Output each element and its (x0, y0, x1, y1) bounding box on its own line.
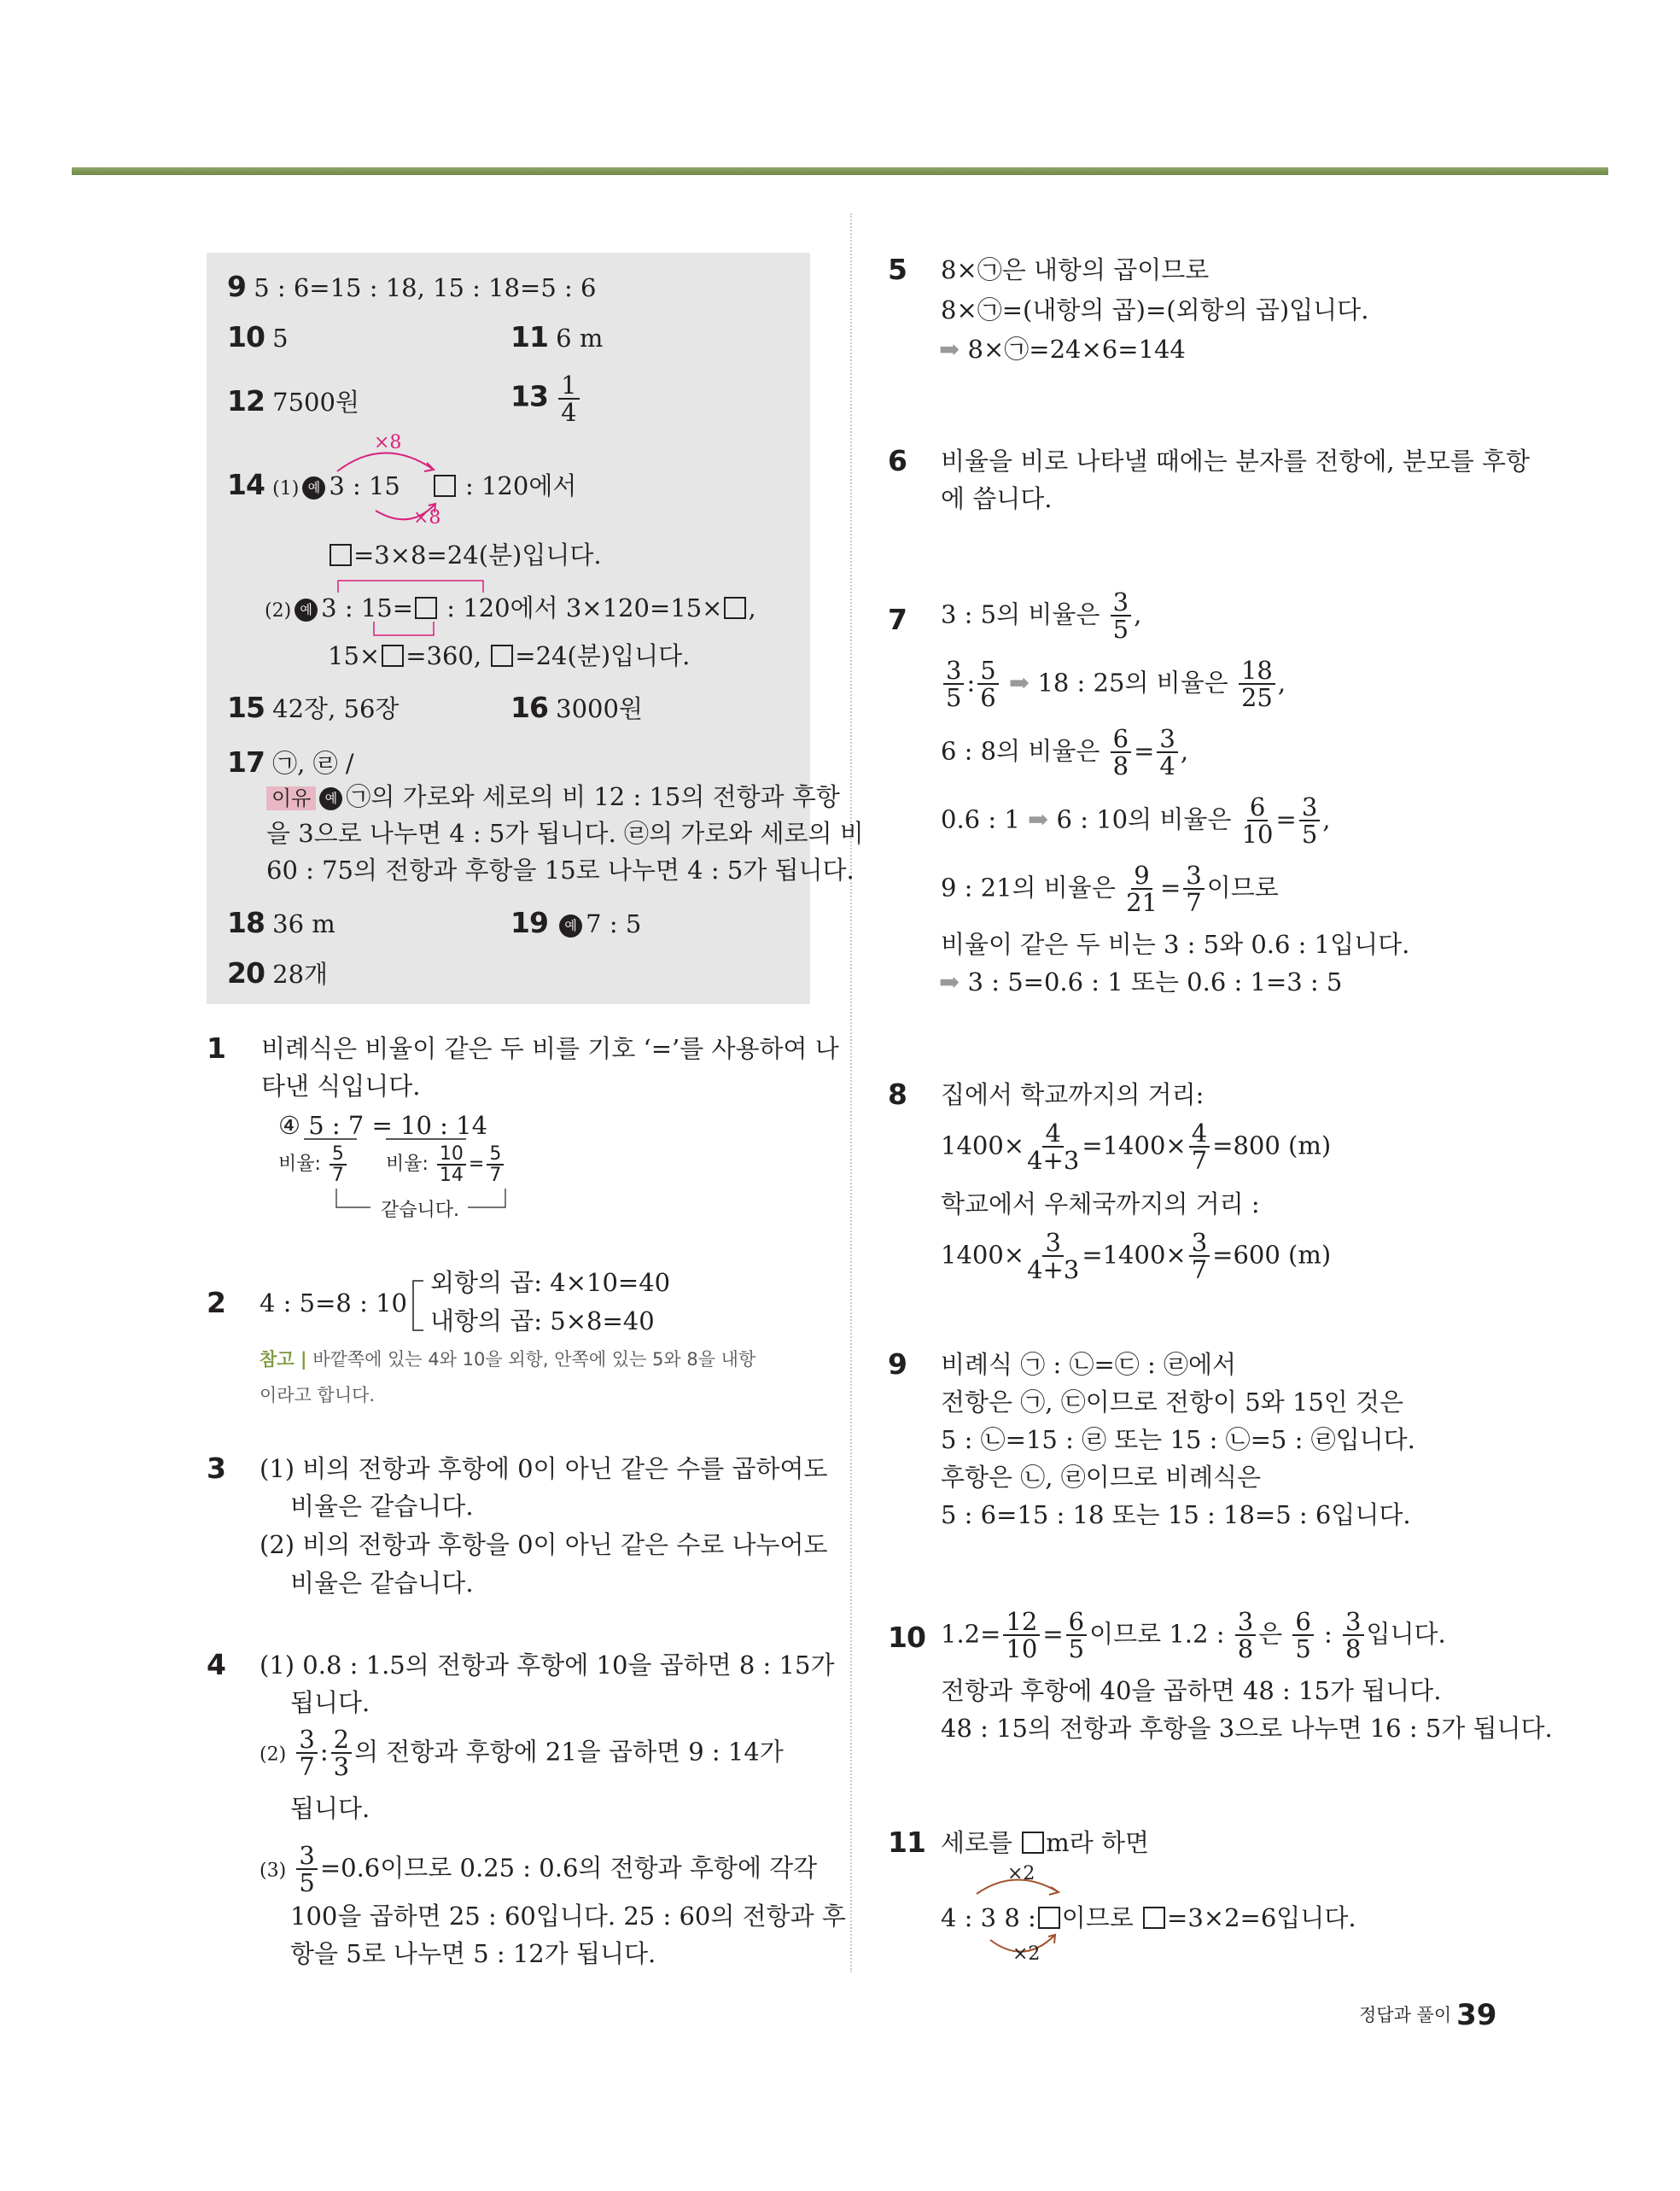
q7-d: 0.6 : 1 ➡ 6 : 10의 비율은 $\frac{6}{10}$ = $\frac{3}{5}$ , (941, 792, 1331, 850)
q6-line2: 에 씁니다. (941, 484, 1053, 513)
q2-inner-product: 내항의 곱: 5×8=40 (430, 1306, 655, 1335)
q9-line1: 비례식 ㉠ : ㉡=㉢ : ㉣에서 (941, 1350, 1237, 1379)
q5-number: 5 (888, 253, 907, 286)
q8-calc2: 1400× $\frac{3}{4+3}$ =1400× $\frac{3}{7}$ =600 (m) (941, 1228, 1332, 1285)
q4-2: (2) $\frac{3}{7}$ : $\frac{2}{3}$ 의 전항과 후항에 21을 곱하면 9 : 14가 (260, 1725, 784, 1782)
q2-note-line2: 이라고 합니다. (260, 1385, 376, 1405)
q2-equation: 4 : 5=8 : 10 (260, 1288, 407, 1318)
answer-9: 9 5 : 6=15 : 18, 15 : 18=5 : 6 (227, 270, 597, 303)
answer-14-1: 14 (1) 예 3 : 15 : 120에서 (227, 468, 577, 501)
q5-line1: 8×㉠은 내항의 곱이므로 (941, 255, 1210, 284)
q3-1-cont: 비율은 같습니다. (290, 1492, 474, 1521)
q10-number: 10 (888, 1621, 925, 1654)
page-footer: 정답과 풀이 39 (1359, 1998, 1497, 2032)
q1-ratio-right: 비율: $\frac{10}{14}$ = $\frac{5}{7}$ (386, 1144, 506, 1185)
answer-20: 20 28개 (227, 956, 329, 990)
top-rule (72, 167, 1608, 175)
column-divider (850, 213, 852, 1972)
q6-line1: 비율을 비로 나타낼 때에는 분자를 전항에, 분모를 후항 (941, 447, 1531, 476)
q2-number: 2 (207, 1286, 225, 1319)
q3-1: (1) 비의 전항과 후항에 0이 아닌 같은 수를 곱하여도 (260, 1454, 828, 1483)
q4-number: 4 (207, 1648, 225, 1681)
answer-14-1-result: =3×8=24(분)입니다. (328, 538, 602, 572)
q10-line2: 전항과 후항에 40을 곱하면 48 : 15가 됩니다. (941, 1676, 1442, 1705)
answer-10: 10 5 (227, 320, 289, 353)
answer-summary-box (207, 253, 810, 1004)
q3-number: 3 (207, 1452, 225, 1485)
answer-14-2-result: 15× =360, =24(분)입니다. (328, 641, 691, 670)
answer-18: 18 36 m (227, 906, 335, 939)
answer-12: 12 7500원 (227, 384, 359, 418)
answer-11: 11 6 m (510, 320, 604, 353)
q5-line3: ➡ 8×㉠=24×6=144 (939, 335, 1186, 364)
reason-badge: 이유 (266, 786, 316, 810)
q10-line3: 48 : 15의 전항과 후항을 3으로 나누면 16 : 5가 됩니다. (941, 1714, 1553, 1743)
q1-ratio-left: 비율: $\frac{5}{7}$ (278, 1144, 349, 1185)
q6-number: 6 (888, 444, 907, 477)
q11-mult-bottom: ×2 (1012, 1943, 1041, 1965)
q7-c: 6 : 8의 비율은 $\frac{6}{8}$ = $\frac{3}{4}$ , (941, 724, 1189, 781)
q3-2-cont: 비율은 같습니다. (290, 1569, 474, 1598)
answer-19: 19 예 7 : 5 (510, 906, 642, 939)
q4-1-cont: 됩니다. (290, 1688, 370, 1717)
q8-number: 8 (888, 1078, 907, 1111)
q7-f: 비율이 같은 두 비는 3 : 5와 0.6 : 1입니다. (941, 930, 1410, 959)
q7-e: 9 : 21의 비율은 $\frac{9}{21}$ = $\frac{3}{7}$ 이므로 (941, 861, 1279, 918)
answer-17: 17 ㉠, ㉣ / (227, 745, 354, 779)
q2-outer-product: 외항의 곱: 4×10=40 (430, 1268, 671, 1297)
q1-underlines (304, 1137, 475, 1142)
q3-2: (2) 비의 전항과 후항을 0이 아닌 같은 수로 나누어도 (260, 1530, 828, 1559)
answer-14-2: (2) 예 3 : 15= : 120에서 3×120=15× , (265, 593, 756, 622)
page-number: 39 (1456, 1998, 1497, 2032)
q1-line2: 타낸 식입니다. (261, 1072, 421, 1101)
q11-mult-top: ×2 (1007, 1863, 1035, 1884)
q5-line2: 8×㉠=(내항의 곱)=(외항의 곱)입니다. (941, 295, 1369, 324)
answer-15: 15 42장, 56장 (227, 691, 400, 724)
answer-16: 16 3000원 (510, 691, 643, 724)
q2-bracket (408, 1277, 427, 1334)
q7-number: 7 (888, 603, 907, 636)
q1-line1: 비례식은 비율이 같은 두 비를 기호 ‘=’를 사용하여 나 (261, 1034, 839, 1063)
q7-a: 3 : 5의 비율은 $\frac{3}{5}$ , (941, 587, 1142, 645)
q9-line5: 5 : 6=15 : 18 또는 15 : 18=5 : 6입니다. (941, 1500, 1411, 1529)
q9-line2: 전항은 ㉠, ㉢이므로 전항이 5와 15인 것은 (941, 1388, 1404, 1417)
q4-3-cont1: 100을 곱하면 25 : 60입니다. 25 : 60의 전항과 후 (290, 1902, 846, 1931)
q10-line1: 1.2= $\frac{12}{10}$ = $\frac{6}{5}$ 이므로 1.2 : $\frac{3}{8}$ 은 $\frac{6}{5}$ : $\frac{3}{8}$ 입니다. (941, 1607, 1446, 1664)
q7-g: ➡ 3 : 5=0.6 : 1 또는 0.6 : 1=3 : 5 (939, 967, 1343, 996)
answer-17-line2: 을 3으로 나누면 4 : 5가 됩니다. ㉣의 가로와 세로의 비 (266, 819, 864, 848)
q8-title2: 학교에서 우체국까지의 거리 : (941, 1189, 1260, 1218)
answer-17-line3: 60 : 75의 전항과 후항을 15로 나누면 4 : 5가 됩니다. (266, 856, 855, 885)
q11-number: 11 (888, 1826, 925, 1859)
q7-b: $\frac{3}{5}$ : $\frac{5}{6}$ ➡ 18 : 25의 비율은 $\frac{18}{25}$ , (941, 657, 1286, 711)
q9-number: 9 (888, 1347, 907, 1381)
q11-equation: 4 : 3 8 : 이므로 =3×2=6입니다. (941, 1903, 1356, 1932)
q9-line3: 5 : ㉡=15 : ㉣ 또는 15 : ㉡=5 : ㉣입니다. (941, 1425, 1415, 1454)
q1-equation: ④ 5 : 7 = 10 : 14 (278, 1111, 488, 1140)
q8-calc1: 1400× $\frac{4}{4+3}$ =1400× $\frac{4}{7}$ =800 (m) (941, 1119, 1332, 1176)
q8-title1: 집에서 학교까지의 거리: (941, 1080, 1205, 1109)
answer-17-reason: 이유 예 ㉠의 가로와 세로의 비 12 : 15의 전항과 후항 (266, 780, 840, 815)
q4-3-cont2: 항을 5로 나누면 5 : 12가 됩니다. (290, 1939, 656, 1968)
q1-number: 1 (207, 1031, 225, 1065)
q4-2-cont: 됩니다. (290, 1794, 370, 1823)
q2-note: 참고 | 바깥쪽에 있는 4와 10을 외항, 안쪽에 있는 5와 8을 내항 (260, 1349, 756, 1370)
answer-13: 13 $\frac{1}{4}$ (510, 372, 582, 426)
q9-line4: 후항은 ㉡, ㉣이므로 비례식은 (941, 1463, 1262, 1492)
mult-label-bottom: ×8 (413, 507, 441, 529)
q11-line1: 세로를 m라 하면 (941, 1828, 1150, 1857)
q1-same-label: 같습니다. (381, 1200, 460, 1221)
mult-label-top: ×8 (374, 432, 402, 453)
q4-1: (1) 0.8 : 1.5의 전항과 후항에 10을 곱하면 8 : 15가 (260, 1651, 835, 1680)
q4-3: (3) $\frac{3}{5}$ =0.6이므로 0.25 : 0.6의 전항과 후항에 각각 (260, 1841, 818, 1898)
